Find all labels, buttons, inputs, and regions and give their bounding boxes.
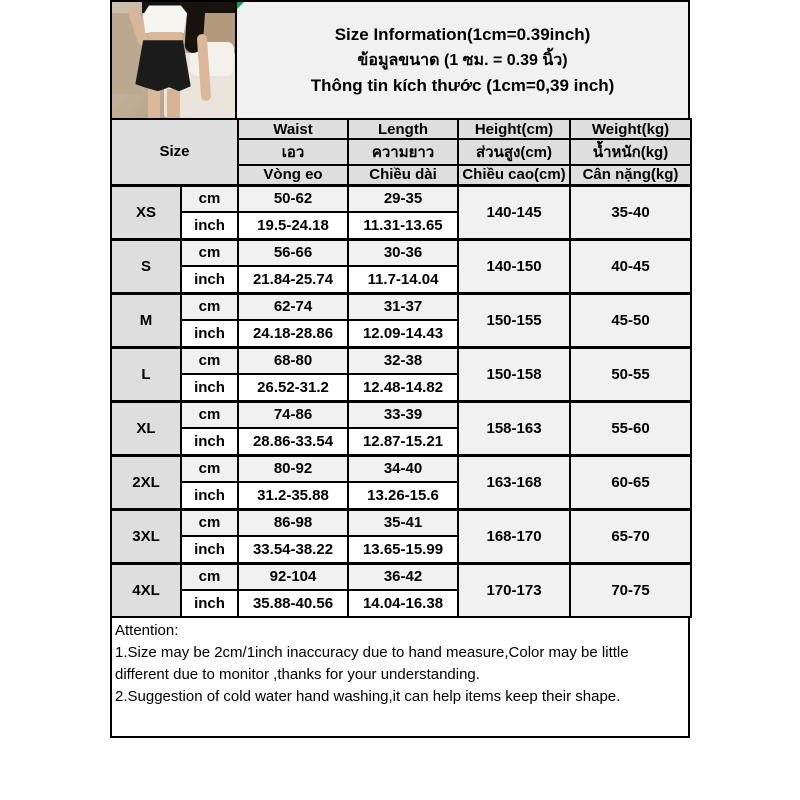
attention-note [110,618,690,738]
col-header-waist-vi: Vòng eo [238,165,348,185]
unit-cm: cm [181,455,238,482]
product-photo [110,0,237,118]
length-inch-value: 14.04-16.38 [348,590,458,617]
unit-inch: inch [181,590,238,617]
waist-inch-value: 35.88-40.56 [238,590,348,617]
waist-inch-value: 19.5-24.18 [238,212,348,239]
weight-value: 55-60 [570,401,691,455]
unit-inch: inch [181,266,238,293]
height-value: 158-163 [458,401,570,455]
col-header-waist-en: Waist [238,119,348,139]
title-thai: ข้อมูลขนาด (1 ซม. = 0.39 นิ้ว) [357,51,568,69]
length-cm-value: 36-42 [348,563,458,590]
waist-inch-value: 24.18-28.86 [238,320,348,347]
length-inch-value: 11.31-13.65 [348,212,458,239]
size-info-sheet [110,0,690,738]
waist-cm-value: 56-66 [238,239,348,266]
unit-inch: inch [181,374,238,401]
length-cm-value: 34-40 [348,455,458,482]
length-cm-value: 29-35 [348,185,458,212]
waist-cm-value: 62-74 [238,293,348,320]
size-label: S [111,239,181,293]
weight-value: 65-70 [570,509,691,563]
attention-item: 2.Suggestion of cold water hand washing,it can help items keep their shape. [115,688,621,705]
length-cm-value: 32-38 [348,347,458,374]
weight-value: 60-65 [570,455,691,509]
unit-inch: inch [181,212,238,239]
size-label: XS [111,185,181,239]
unit-inch: inch [181,320,238,347]
col-header-height-vi: Chiều cao(cm) [458,165,570,185]
length-inch-value: 12.87-15.21 [348,428,458,455]
waist-inch-value: 21.84-25.74 [238,266,348,293]
col-header-length-en: Length [348,119,458,139]
col-header-waist-th: เอว [238,139,348,165]
size-label: 4XL [111,563,181,617]
unit-cm: cm [181,293,238,320]
unit-cm: cm [181,563,238,590]
unit-inch: inch [181,536,238,563]
photo-black-skirt [135,40,190,91]
length-inch-value: 12.48-14.82 [348,374,458,401]
length-inch-value: 12.09-14.43 [348,320,458,347]
attention-item: 1.Size may be 2cm/1inch inaccuracy due to hand measure,Color may be little different due to monitor ,thanks for your understanding. [115,644,629,683]
length-inch-value: 13.65-15.99 [348,536,458,563]
length-cm-value: 35-41 [348,509,458,536]
length-cm-value: 30-36 [348,239,458,266]
waist-inch-value: 33.54-38.22 [238,536,348,563]
photo-model-leg [167,89,179,118]
unit-inch: inch [181,482,238,509]
length-inch-value: 11.7-14.04 [348,266,458,293]
col-header-height-en: Height(cm) [458,119,570,139]
title-vietnamese: Thông tin kích thước (1cm=0,39 inch) [310,75,615,95]
weight-value: 70-75 [570,563,691,617]
col-header-weight-th: น้ำหนัก(kg) [570,139,691,165]
waist-cm-value: 74-86 [238,401,348,428]
height-value: 150-158 [458,347,570,401]
waist-cm-value: 80-92 [238,455,348,482]
col-header-length-vi: Chiều dài [348,165,458,185]
length-cm-value: 33-39 [348,401,458,428]
unit-cm: cm [181,509,238,536]
height-value: 170-173 [458,563,570,617]
title-english: Size Information(1cm=0.39inch) [334,24,591,44]
waist-cm-value: 68-80 [238,347,348,374]
weight-value: 45-50 [570,293,691,347]
size-label: 2XL [111,455,181,509]
height-value: 163-168 [458,455,570,509]
waist-inch-value: 28.86-33.54 [238,428,348,455]
waist-cm-value: 86-98 [238,509,348,536]
length-cm-value: 31-37 [348,293,458,320]
unit-cm: cm [181,401,238,428]
corner-header-size: Size [111,119,238,185]
col-header-weight-vi: Cân nặng(kg) [570,165,691,185]
photo-model-leg [148,88,160,118]
size-chart-table [110,118,692,618]
weight-value: 40-45 [570,239,691,293]
col-header-height-th: ส่วนสูง(cm) [458,139,570,165]
unit-cm: cm [181,185,238,212]
height-value: 150-155 [458,293,570,347]
unit-inch: inch [181,428,238,455]
excel-corner-marker-icon [237,2,244,9]
size-label: M [111,293,181,347]
height-value: 140-150 [458,239,570,293]
weight-value: 35-40 [570,185,691,239]
length-inch-value: 13.26-15.6 [348,482,458,509]
waist-cm-value: 50-62 [238,185,348,212]
waist-cm-value: 92-104 [238,563,348,590]
height-value: 168-170 [458,509,570,563]
col-header-length-th: ความยาว [348,139,458,165]
size-label: 3XL [111,509,181,563]
unit-cm: cm [181,239,238,266]
size-label: XL [111,401,181,455]
waist-inch-value: 31.2-35.88 [238,482,348,509]
weight-value: 50-55 [570,347,691,401]
title-box [237,0,690,118]
col-header-weight-en: Weight(kg) [570,119,691,139]
photo-white-crop-top [143,5,187,33]
top-row [110,0,690,118]
unit-cm: cm [181,347,238,374]
attention-heading: Attention: [115,622,179,639]
height-value: 140-145 [458,185,570,239]
waist-inch-value: 26.52-31.2 [238,374,348,401]
size-label: L [111,347,181,401]
